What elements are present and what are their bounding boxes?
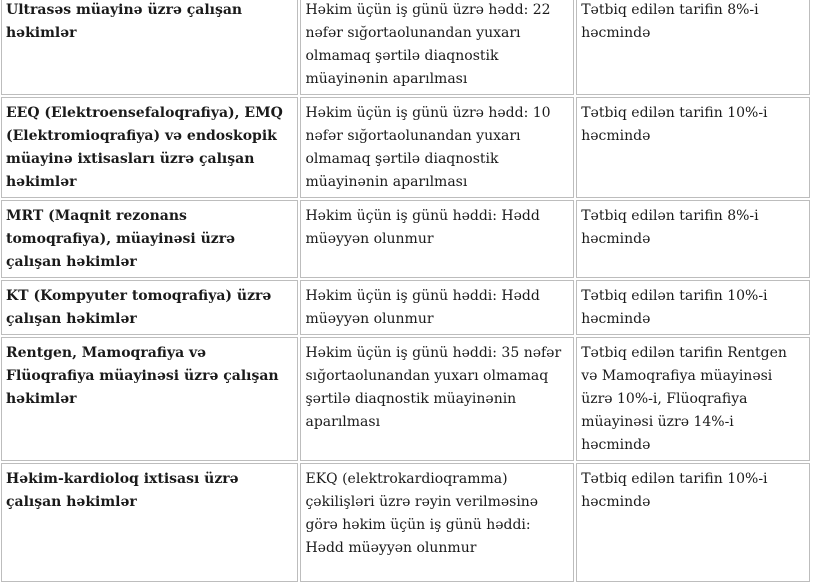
specialty-cell: KT (Kompyuter tomoqrafiya) üzrə çalışan həkimlər <box>1 280 298 335</box>
daily-limit-cell: Həkim üçün iş günü həddi: Hədd müəyyən olunmur <box>300 280 574 335</box>
specialty-cell: EEQ (Elektroensefaloqrafiya), EMQ (Elektromioqrafiya) və endoskopik müayinə ixtisasları üzrə çalışan həkimlər <box>1 97 298 198</box>
tariff-rate-cell: Tətbiq edilən tarifin 8%-i həcmində <box>576 0 810 95</box>
specialty-cell: Ultrasəs müayinə üzrə çalışan həkimlər <box>1 0 298 95</box>
daily-limit-cell: Həkim üçün iş günü üzrə hədd: 10 nəfər sığortaolunandan yuxarı olmamaq şərtilə diaqnostik müayinənin aparılması <box>300 97 574 198</box>
tariff-rate-cell: Tətbiq edilən tarifin 10%-i həcmində <box>576 280 810 335</box>
daily-limit-cell: Həkim üçün iş günü həddi: Hədd müəyyən olunmur <box>300 200 574 278</box>
table-row <box>1 280 810 335</box>
table-row <box>1 463 810 582</box>
tariff-rate-cell: Tətbiq edilən tarifin 10%-i həcmində <box>576 97 810 198</box>
table-row <box>1 97 810 198</box>
daily-limit-cell: EKQ (elektrokardioqramma) çəkilişləri üzrə rəyin verilməsinə görə həkim üçün iş günü həddi: Hədd müəyyən olunmur <box>300 463 574 582</box>
specialty-cell: Rentgen, Mamoqrafiya və Flüoqrafiya müayinəsi üzrə çalışan həkimlər <box>1 337 298 461</box>
tariff-rate-cell: Tətbiq edilən tarifin 10%-i həcmində <box>576 463 810 582</box>
daily-limit-cell: Həkim üçün iş günü həddi: 35 nəfər sığortaolunandan yuxarı olmamaq şərtilə diaqnostik müayinənin aparılması <box>300 337 574 461</box>
specialty-cell: MRT (Maqnit rezonans tomoqrafiya), müayinəsi üzrə çalışan həkimlər <box>1 200 298 278</box>
table-row <box>1 200 810 278</box>
tariff-rate-cell: Tətbiq edilən tarifin 8%-i həcmində <box>576 200 810 278</box>
tariff-rate-cell: Tətbiq edilən tarifin Rentgen və Mamoqrafiya müayinəsi üzrə 10%-i, Flüoqrafiya müayinəsi üzrə 14%-i həcmində <box>576 337 810 461</box>
specialty-cell: Həkim-kardioloq ixtisası üzrə çalışan həkimlər <box>1 463 298 582</box>
table-row <box>1 337 810 461</box>
daily-limit-cell: Həkim üçün iş günü üzrə hədd: 22 nəfər sığortaolunandan yuxarı olmamaq şərtilə diaqnostik müayinənin aparılması <box>300 0 574 95</box>
table-row <box>1 0 810 95</box>
